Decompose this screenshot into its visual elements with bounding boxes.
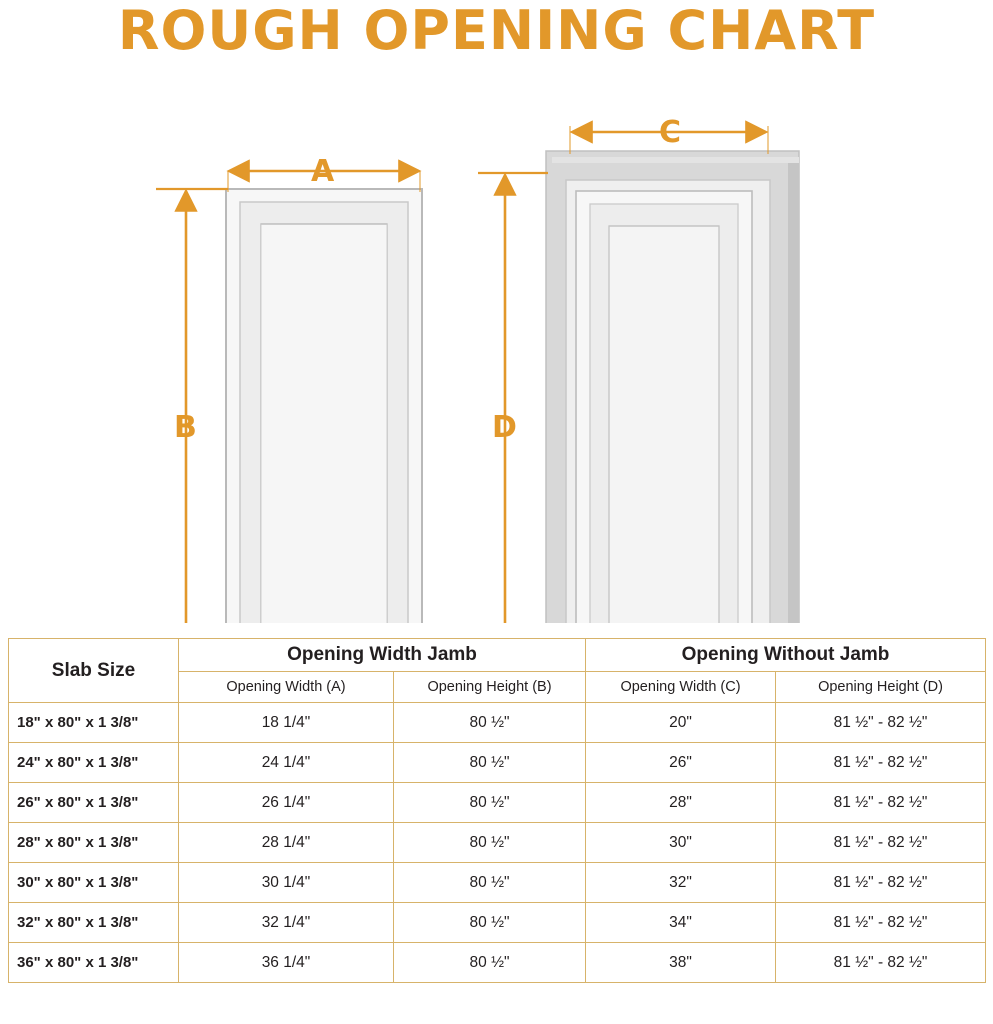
- table-row: [9, 943, 986, 983]
- cell-slab-size: 28" x 80" x 1 3/8": [9, 823, 179, 863]
- dimension-label-c: C: [659, 115, 682, 150]
- cell-opening-height-b: 80 ½": [394, 863, 586, 903]
- cell-opening-width-a: 36 1/4": [179, 943, 394, 983]
- right-door-opening: [546, 151, 799, 623]
- table-row: [9, 743, 986, 783]
- cell-opening-height-b: 80 ½": [394, 783, 586, 823]
- page-title: ROUGH OPENING CHART: [117, 0, 876, 62]
- cell-opening-height-d: 81 ½" - 82 ½": [776, 703, 986, 743]
- rough-opening-table: [8, 638, 986, 983]
- dimension-d: [478, 173, 548, 623]
- cell-slab-size: 32" x 80" x 1 3/8": [9, 903, 179, 943]
- cell-slab-size: 24" x 80" x 1 3/8": [9, 743, 179, 783]
- cell-opening-width-c: 30": [586, 823, 776, 863]
- cell-opening-height-d: 81 ½" - 82 ½": [776, 903, 986, 943]
- cell-opening-width-c: 38": [586, 943, 776, 983]
- diagram-svg: [0, 58, 993, 623]
- cell-opening-width-a: 32 1/4": [179, 903, 394, 943]
- table-row: [9, 703, 986, 743]
- header-slab-size: Slab Size: [9, 639, 179, 703]
- cell-slab-size: 26" x 80" x 1 3/8": [9, 783, 179, 823]
- cell-opening-width-c: 32": [586, 863, 776, 903]
- cell-opening-height-d: 81 ½" - 82 ½": [776, 743, 986, 783]
- table-row: [9, 783, 986, 823]
- cell-opening-height-b: 80 ½": [394, 823, 586, 863]
- door-diagram: [0, 58, 993, 623]
- cell-opening-width-a: 28 1/4": [179, 823, 394, 863]
- cell-opening-height-b: 80 ½": [394, 743, 586, 783]
- cell-slab-size: 18" x 80" x 1 3/8": [9, 703, 179, 743]
- dimension-b: [156, 189, 228, 623]
- dimension-label-a: A: [311, 154, 335, 189]
- table-head: [9, 639, 986, 703]
- cell-opening-height-d: 81 ½" - 82 ½": [776, 863, 986, 903]
- cell-opening-height-b: 80 ½": [394, 703, 586, 743]
- cell-opening-height-b: 80 ½": [394, 903, 586, 943]
- dimension-label-b: B: [174, 410, 197, 445]
- header-opening-height-d: Opening Height (D): [776, 672, 986, 703]
- cell-opening-width-c: 28": [586, 783, 776, 823]
- header-opening-width-c: Opening Width (C): [586, 672, 776, 703]
- left-door-slab: [226, 189, 422, 623]
- table-row: [9, 903, 986, 943]
- cell-slab-size: 30" x 80" x 1 3/8": [9, 863, 179, 903]
- table-group-header-row: [9, 639, 986, 672]
- cell-opening-width-c: 34": [586, 903, 776, 943]
- dimension-label-d: D: [492, 410, 517, 445]
- cell-opening-width-a: 30 1/4": [179, 863, 394, 903]
- header-opening-height-b: Opening Height (B): [394, 672, 586, 703]
- cell-opening-width-a: 26 1/4": [179, 783, 394, 823]
- table-row: [9, 863, 986, 903]
- cell-opening-height-d: 81 ½" - 82 ½": [776, 943, 986, 983]
- cell-slab-size: 36" x 80" x 1 3/8": [9, 943, 179, 983]
- cell-opening-height-b: 80 ½": [394, 943, 586, 983]
- table-body: [9, 703, 986, 983]
- cell-opening-width-c: 20": [586, 703, 776, 743]
- cell-opening-height-d: 81 ½" - 82 ½": [776, 823, 986, 863]
- header-group-with-jamb: Opening Width Jamb: [179, 639, 586, 672]
- cell-opening-height-d: 81 ½" - 82 ½": [776, 783, 986, 823]
- rough-opening-table-wrap: [8, 638, 985, 983]
- cell-opening-width-c: 26": [586, 743, 776, 783]
- cell-opening-width-a: 24 1/4": [179, 743, 394, 783]
- header-opening-width-a: Opening Width (A): [179, 672, 394, 703]
- header-group-without-jamb: Opening Without Jamb: [586, 639, 986, 672]
- cell-opening-width-a: 18 1/4": [179, 703, 394, 743]
- table-row: [9, 823, 986, 863]
